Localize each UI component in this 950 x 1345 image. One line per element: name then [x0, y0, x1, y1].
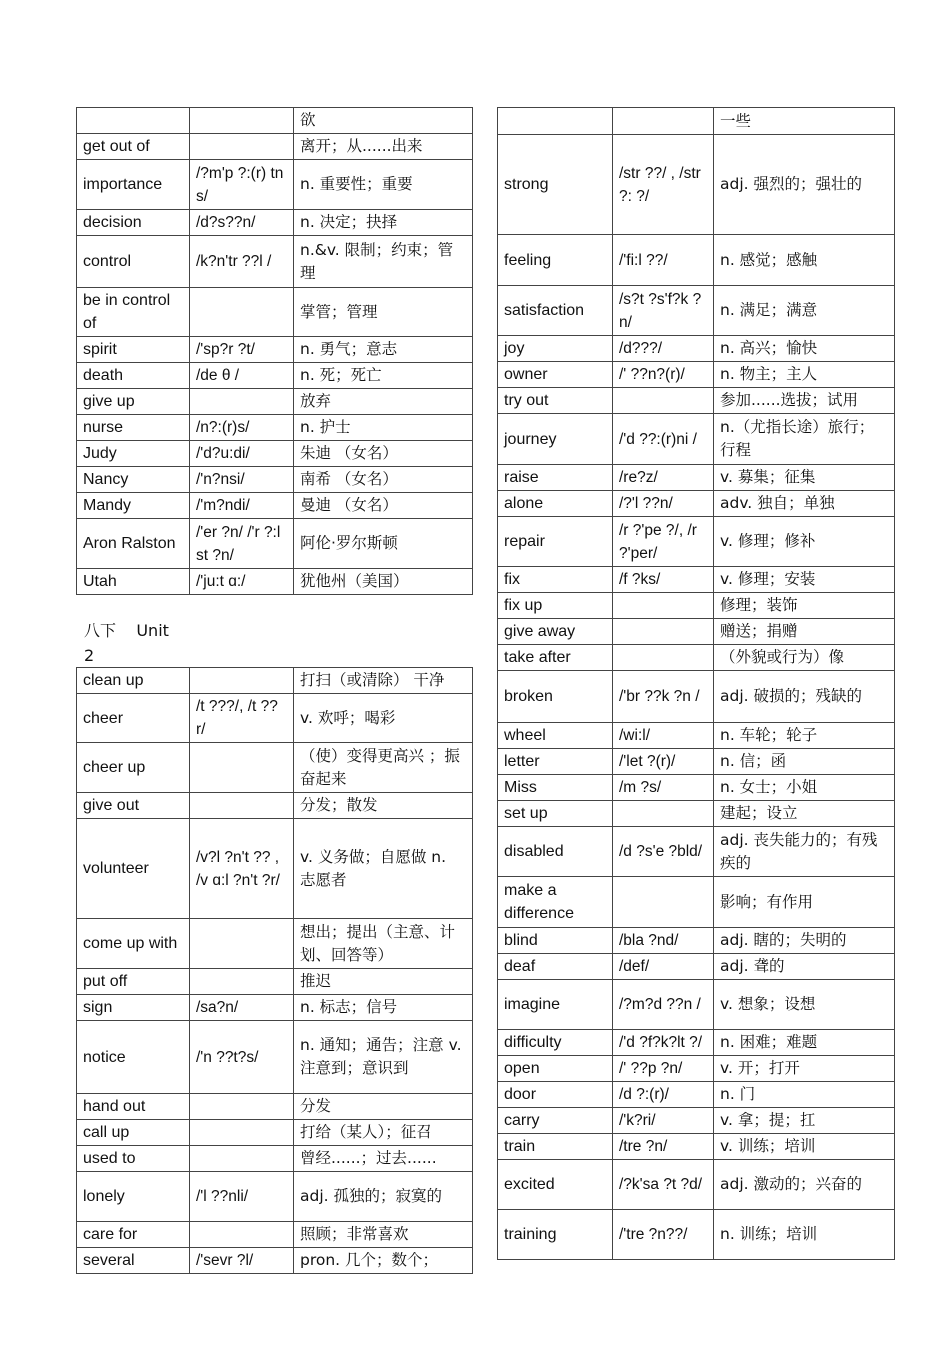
vocab-row — [498, 491, 895, 517]
vocab-word: blind — [498, 928, 613, 954]
heading-line-2: 2 — [84, 646, 95, 665]
vocab-word: Utah — [77, 569, 190, 595]
vocab-meaning: 建起；设立 — [714, 801, 895, 827]
vocab-word: put off — [77, 969, 190, 995]
vocab-word: used to — [77, 1146, 190, 1172]
vocab-meaning: 南希 （女名） — [294, 467, 473, 493]
vocab-phonetic: /n?:(r)s/ — [190, 415, 294, 441]
vocab-word: volunteer — [77, 819, 190, 919]
vocab-row — [77, 969, 473, 995]
vocab-meaning: 推迟 — [294, 969, 473, 995]
vocab-table-left-bottom — [76, 667, 473, 1274]
vocab-phonetic — [190, 1222, 294, 1248]
vocab-meaning: n. 困难；难题 — [714, 1030, 895, 1056]
vocab-meaning: 打给（某人）；征召 — [294, 1120, 473, 1146]
vocab-row — [498, 801, 895, 827]
vocab-row — [77, 134, 473, 160]
vocab-table-right — [497, 107, 895, 1260]
vocab-word: give away — [498, 619, 613, 645]
vocab-word: alone — [498, 491, 613, 517]
vocab-word: death — [77, 363, 190, 389]
vocab-word: strong — [498, 135, 613, 235]
vocab-meaning: 犹他州（美国） — [294, 569, 473, 595]
vocab-row — [77, 1094, 473, 1120]
vocab-phonetic — [190, 1146, 294, 1172]
vocab-phonetic: /d ?s'e ?bld/ — [613, 827, 714, 877]
vocab-phonetic: /f ?ks/ — [613, 567, 714, 593]
vocab-phonetic: /'m?ndi/ — [190, 493, 294, 519]
vocab-phonetic: /'ju:t ɑ:/ — [190, 569, 294, 595]
vocab-phonetic: /sa?n/ — [190, 995, 294, 1021]
vocab-row — [77, 793, 473, 819]
vocab-phonetic — [613, 619, 714, 645]
vocab-meaning: n. 高兴；愉快 — [714, 336, 895, 362]
vocab-phonetic: /m ?s/ — [613, 775, 714, 801]
vocab-phonetic — [613, 645, 714, 671]
vocab-meaning: adj. 破损的；残缺的 — [714, 671, 895, 723]
vocab-meaning: adj. 孤独的；寂寞的 — [294, 1172, 473, 1222]
vocab-phonetic — [190, 1094, 294, 1120]
vocab-phonetic — [190, 134, 294, 160]
vocab-row — [498, 567, 895, 593]
vocab-phonetic — [613, 801, 714, 827]
vocab-meaning: v. 训练；培训 — [714, 1134, 895, 1160]
vocab-word: Nancy — [77, 467, 190, 493]
vocab-meaning: n. 满足；满意 — [714, 286, 895, 336]
vocab-meaning: n. 训练；培训 — [714, 1210, 895, 1260]
vocab-meaning: 朱迪 （女名） — [294, 441, 473, 467]
vocab-row — [77, 210, 473, 236]
vocab-phonetic: /'d ??:(r)ni / — [613, 414, 714, 465]
vocab-row — [77, 288, 473, 337]
vocab-phonetic — [190, 743, 294, 793]
vocab-word: cheer — [77, 694, 190, 743]
vocab-meaning: 分发 — [294, 1094, 473, 1120]
vocab-meaning: pron. 几个；数个； — [294, 1248, 473, 1274]
vocab-word: Aron Ralston — [77, 519, 190, 569]
vocab-row — [498, 1210, 895, 1260]
vocab-row — [498, 465, 895, 491]
vocab-meaning: n. 门 — [714, 1082, 895, 1108]
vocab-meaning: v. 修理；修补 — [714, 517, 895, 567]
vocab-word: Miss — [498, 775, 613, 801]
vocab-word: Mandy — [77, 493, 190, 519]
vocab-row — [77, 337, 473, 363]
vocab-phonetic: /t ???/, /t ??r/ — [190, 694, 294, 743]
vocab-meaning: n. 护士 — [294, 415, 473, 441]
vocab-row — [77, 363, 473, 389]
vocab-row — [498, 775, 895, 801]
vocab-meaning: adj. 丧失能力的；有残疾的 — [714, 827, 895, 877]
vocab-phonetic: /str ??/ , /str ?: ?/ — [613, 135, 714, 235]
vocab-word: broken — [498, 671, 613, 723]
vocab-word: carry — [498, 1108, 613, 1134]
vocab-phonetic: /d?s??n/ — [190, 210, 294, 236]
vocab-meaning: n. 车轮；轮子 — [714, 723, 895, 749]
vocab-meaning: 照顾；非常喜欢 — [294, 1222, 473, 1248]
vocab-phonetic: /def/ — [613, 954, 714, 980]
vocab-phonetic: /d ?:(r)/ — [613, 1082, 714, 1108]
vocab-phonetic: /'l ??nli/ — [190, 1172, 294, 1222]
vocab-word: satisfaction — [498, 286, 613, 336]
vocab-meaning: n. 死；死亡 — [294, 363, 473, 389]
vocab-word: feeling — [498, 235, 613, 286]
vocab-row — [77, 467, 473, 493]
vocab-row — [77, 415, 473, 441]
vocab-meaning: 打扫（或清除） 干净 — [294, 668, 473, 694]
vocab-word: several — [77, 1248, 190, 1274]
vocab-word: deaf — [498, 954, 613, 980]
vocab-word: notice — [77, 1021, 190, 1094]
vocab-meaning: n. 信；函 — [714, 749, 895, 775]
vocab-meaning: v. 义务做；自愿做 n. 志愿者 — [294, 819, 473, 919]
vocab-meaning: 曾经......；过去...... — [294, 1146, 473, 1172]
vocab-row — [498, 362, 895, 388]
vocab-phonetic — [190, 919, 294, 969]
vocab-word: get out of — [77, 134, 190, 160]
vocab-row — [498, 928, 895, 954]
vocab-row — [498, 517, 895, 567]
vocab-row — [77, 108, 473, 134]
vocab-table-left-top — [76, 107, 473, 595]
vocab-meaning: v. 修理；安装 — [714, 567, 895, 593]
vocab-meaning: 曼迪 （女名） — [294, 493, 473, 519]
vocab-phonetic: /'n?nsi/ — [190, 467, 294, 493]
vocab-phonetic: /'d ?f?k?lt ?/ — [613, 1030, 714, 1056]
vocab-word: come up with — [77, 919, 190, 969]
vocab-word: difficulty — [498, 1030, 613, 1056]
vocab-word — [77, 108, 190, 134]
vocab-row — [498, 980, 895, 1030]
vocab-phonetic — [613, 108, 714, 135]
vocab-meaning: 赠送；捐赠 — [714, 619, 895, 645]
vocab-row — [77, 160, 473, 210]
vocab-meaning: 想出；提出（主意、计划、回答等） — [294, 919, 473, 969]
vocab-word: make a difference — [498, 877, 613, 928]
vocab-phonetic: /'sevr ?l/ — [190, 1248, 294, 1274]
vocab-word: letter — [498, 749, 613, 775]
vocab-row — [77, 1172, 473, 1222]
vocab-meaning: n. 重要性；重要 — [294, 160, 473, 210]
vocab-row — [498, 954, 895, 980]
vocab-word: joy — [498, 336, 613, 362]
vocab-word: repair — [498, 517, 613, 567]
vocab-row — [498, 619, 895, 645]
vocab-word: give out — [77, 793, 190, 819]
vocab-phonetic: /s?t ?s'f?k ?n/ — [613, 286, 714, 336]
vocab-meaning: n.（尤指长途）旅行；行程 — [714, 414, 895, 465]
vocab-meaning: 修理；装饰 — [714, 593, 895, 619]
vocab-phonetic: /'tre ?n??/ — [613, 1210, 714, 1260]
vocab-row — [498, 388, 895, 414]
vocab-word: training — [498, 1210, 613, 1260]
vocab-row — [77, 1146, 473, 1172]
vocab-meaning: n. 女士；小姐 — [714, 775, 895, 801]
vocab-meaning: （外貌或行为）像 — [714, 645, 895, 671]
vocab-meaning: 参加......选拔；试用 — [714, 388, 895, 414]
vocab-phonetic: /tre ?n/ — [613, 1134, 714, 1160]
vocab-row — [77, 236, 473, 288]
vocab-word: imagine — [498, 980, 613, 1030]
vocab-phonetic: /'fi:l ??/ — [613, 235, 714, 286]
vocab-word: train — [498, 1134, 613, 1160]
vocab-phonetic — [190, 108, 294, 134]
vocab-phonetic — [190, 389, 294, 415]
vocab-row — [498, 135, 895, 235]
vocab-row — [498, 235, 895, 286]
vocab-phonetic: /wi:l/ — [613, 723, 714, 749]
vocab-meaning: 离开；从......出来 — [294, 134, 473, 160]
vocab-meaning: n.&v. 限制；约束；管理 — [294, 236, 473, 288]
vocab-phonetic: /v?l ?n't ?? , /v ɑ:l ?n't ?r/ — [190, 819, 294, 919]
vocab-phonetic — [613, 388, 714, 414]
vocab-word — [498, 108, 613, 135]
vocab-word: importance — [77, 160, 190, 210]
vocab-word: lonely — [77, 1172, 190, 1222]
vocab-phonetic: /?m?d ??n / — [613, 980, 714, 1030]
vocab-row — [498, 336, 895, 362]
vocab-meaning: adj. 聋的 — [714, 954, 895, 980]
vocab-meaning: v. 开；打开 — [714, 1056, 895, 1082]
vocab-word: journey — [498, 414, 613, 465]
vocab-meaning: v. 拿；提；扛 — [714, 1108, 895, 1134]
vocab-word: cheer up — [77, 743, 190, 793]
vocab-row — [498, 1082, 895, 1108]
vocab-row — [77, 1222, 473, 1248]
vocab-phonetic: /' ??n?(r)/ — [613, 362, 714, 388]
vocab-meaning: 阿伦·罗尔斯顿 — [294, 519, 473, 569]
vocab-phonetic — [190, 288, 294, 337]
vocab-row — [498, 671, 895, 723]
vocab-word: care for — [77, 1222, 190, 1248]
vocab-phonetic: /d???/ — [613, 336, 714, 362]
vocab-row — [498, 414, 895, 465]
vocab-row — [498, 1160, 895, 1210]
vocab-phonetic: /bla ?nd/ — [613, 928, 714, 954]
vocab-meaning: （使）变得更高兴 ；振奋起来 — [294, 743, 473, 793]
vocab-meaning: n. 勇气；意志 — [294, 337, 473, 363]
vocab-phonetic — [190, 793, 294, 819]
vocab-row — [498, 1134, 895, 1160]
vocab-phonetic: /'d?u:di/ — [190, 441, 294, 467]
vocab-phonetic: /?k'sa ?t ?d/ — [613, 1160, 714, 1210]
vocab-word: wheel — [498, 723, 613, 749]
heading-line-1: 八下 Unit — [84, 621, 169, 640]
vocab-phonetic: /k?n'tr ??l / — [190, 236, 294, 288]
vocab-meaning: 欲 — [294, 108, 473, 134]
vocab-meaning: n. 决定；抉择 — [294, 210, 473, 236]
vocab-row — [77, 919, 473, 969]
vocab-meaning: n. 物主；主人 — [714, 362, 895, 388]
vocab-row — [77, 995, 473, 1021]
vocab-phonetic: /'let ?(r)/ — [613, 749, 714, 775]
vocab-word: be in control of — [77, 288, 190, 337]
vocab-row — [498, 645, 895, 671]
vocab-row — [77, 668, 473, 694]
vocab-row — [77, 441, 473, 467]
vocab-row — [77, 493, 473, 519]
vocab-word: hand out — [77, 1094, 190, 1120]
vocab-meaning: adj. 激动的；兴奋的 — [714, 1160, 895, 1210]
vocab-row — [77, 819, 473, 919]
vocab-word: take after — [498, 645, 613, 671]
vocab-meaning: adj. 强烈的；强壮的 — [714, 135, 895, 235]
vocab-row — [498, 1030, 895, 1056]
vocab-phonetic: /?m'p ?:(r) tns/ — [190, 160, 294, 210]
vocab-word: spirit — [77, 337, 190, 363]
vocab-meaning: n. 通知；通告；注意 v. 注意到；意识到 — [294, 1021, 473, 1094]
vocab-phonetic: /'sp?r ?t/ — [190, 337, 294, 363]
vocab-meaning: 影响；有作用 — [714, 877, 895, 928]
vocab-phonetic: /?'l ??n/ — [613, 491, 714, 517]
vocab-meaning: 放弃 — [294, 389, 473, 415]
vocab-word: disabled — [498, 827, 613, 877]
vocab-word: fix up — [498, 593, 613, 619]
vocab-word: open — [498, 1056, 613, 1082]
vocab-word: decision — [77, 210, 190, 236]
vocab-word: door — [498, 1082, 613, 1108]
vocab-word: Judy — [77, 441, 190, 467]
section-heading — [84, 618, 169, 668]
vocab-row — [77, 389, 473, 415]
vocab-meaning: n. 标志；信号 — [294, 995, 473, 1021]
vocab-phonetic: /r ?'pe ?/, /r ?'per/ — [613, 517, 714, 567]
vocab-row — [498, 108, 895, 135]
vocab-word: sign — [77, 995, 190, 1021]
vocab-row — [77, 743, 473, 793]
vocab-phonetic: /re?z/ — [613, 465, 714, 491]
vocab-phonetic: /'k?ri/ — [613, 1108, 714, 1134]
vocab-phonetic — [190, 969, 294, 995]
vocab-meaning: v. 欢呼；喝彩 — [294, 694, 473, 743]
vocab-word: fix — [498, 567, 613, 593]
vocab-word: give up — [77, 389, 190, 415]
vocab-phonetic — [613, 593, 714, 619]
vocab-meaning: adv. 独自；单独 — [714, 491, 895, 517]
vocab-row — [77, 1021, 473, 1094]
vocab-phonetic — [190, 1120, 294, 1146]
vocab-row — [498, 749, 895, 775]
vocab-row — [77, 569, 473, 595]
vocab-row — [498, 877, 895, 928]
vocab-row — [77, 694, 473, 743]
vocab-word: call up — [77, 1120, 190, 1146]
vocab-row — [498, 827, 895, 877]
vocab-row — [77, 519, 473, 569]
vocab-meaning: 掌管；管理 — [294, 288, 473, 337]
vocab-meaning: 分发；散发 — [294, 793, 473, 819]
vocab-phonetic — [613, 877, 714, 928]
vocab-word: control — [77, 236, 190, 288]
vocab-row — [498, 286, 895, 336]
vocab-row — [498, 593, 895, 619]
vocab-meaning: n. 感觉；感触 — [714, 235, 895, 286]
vocab-phonetic: /'br ??k ?n / — [613, 671, 714, 723]
vocab-word: set up — [498, 801, 613, 827]
vocab-meaning: 一些 — [714, 108, 895, 135]
vocab-meaning: v. 想象；设想 — [714, 980, 895, 1030]
vocab-phonetic — [190, 668, 294, 694]
vocab-row — [77, 1120, 473, 1146]
vocab-row — [498, 1108, 895, 1134]
vocab-word: raise — [498, 465, 613, 491]
vocab-phonetic: /' ??p ?n/ — [613, 1056, 714, 1082]
vocab-meaning: adj. 瞎的；失明的 — [714, 928, 895, 954]
vocab-phonetic: /de θ / — [190, 363, 294, 389]
vocab-word: owner — [498, 362, 613, 388]
vocab-phonetic: /'er ?n/ /'r ?:lst ?n/ — [190, 519, 294, 569]
vocab-row — [77, 1248, 473, 1274]
vocab-row — [498, 723, 895, 749]
vocab-phonetic: /'n ??t?s/ — [190, 1021, 294, 1094]
vocab-meaning: v. 募集；征集 — [714, 465, 895, 491]
vocab-row — [498, 1056, 895, 1082]
vocab-word: try out — [498, 388, 613, 414]
vocab-word: clean up — [77, 668, 190, 694]
vocab-word: excited — [498, 1160, 613, 1210]
vocab-word: nurse — [77, 415, 190, 441]
